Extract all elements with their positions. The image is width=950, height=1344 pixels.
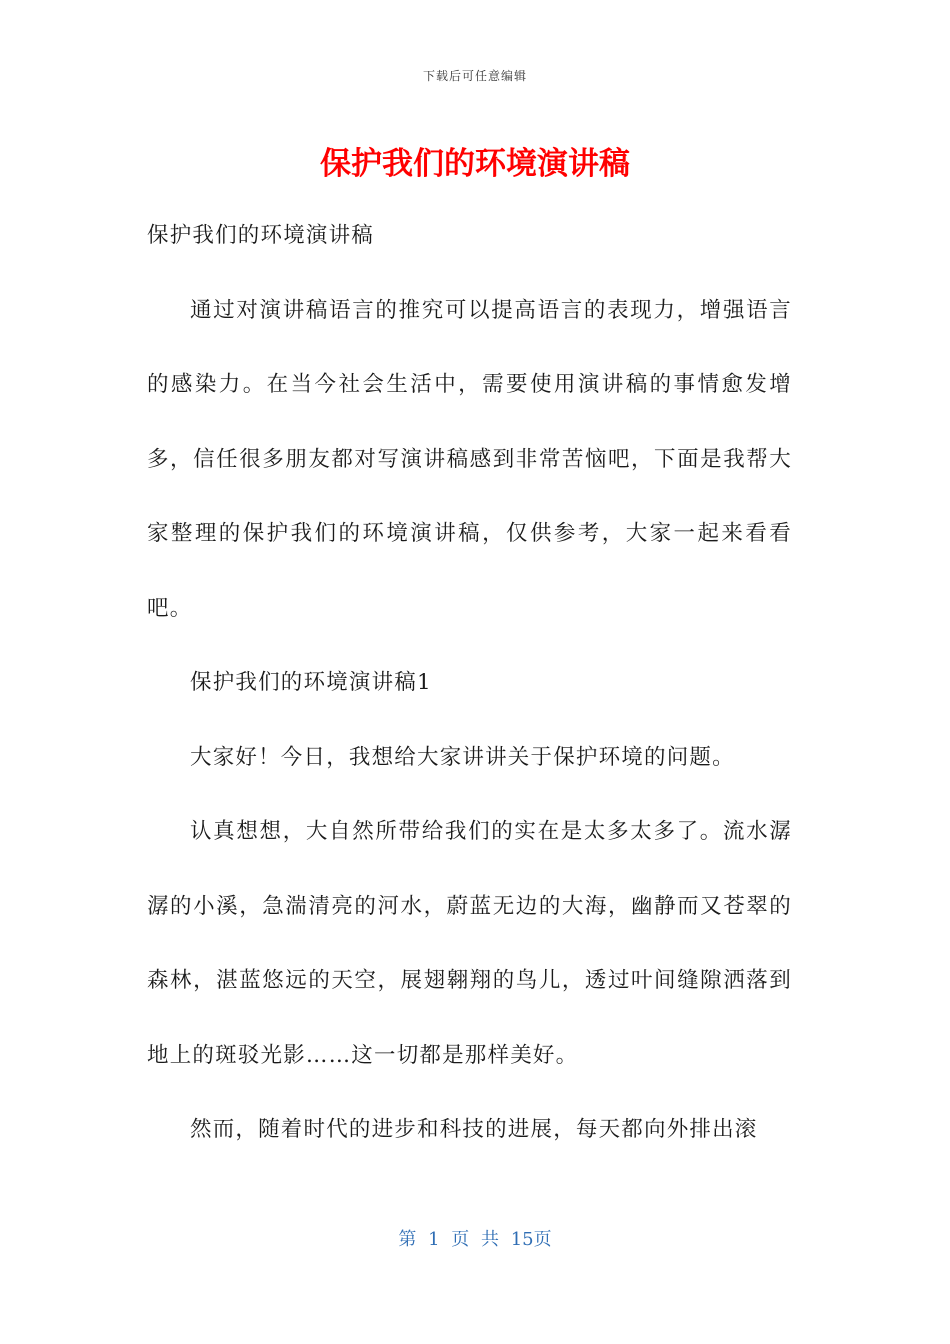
document-title: 保护我们的环境演讲稿 (320, 146, 630, 182)
header-note: 下载后可任意编辑 (422, 69, 527, 83)
body-paragraph: 认真想想，大自然所带给我们的实在是太多太多了。流水潺潺的小溪，急湍清亮的河水，蔚蓝无边的大海，幽静而又苍翠的森林，湛蓝悠远的天空，展翅翱翔的鸟儿，透过叶间缝隙洒落到地上的斑驳光影……这一切都是那样美好。 (147, 819, 792, 1068)
body-paragraph: 然而，随着时代的进步和科技的进展，每天都向外排出滚 (190, 1117, 758, 1142)
document-body (147, 199, 792, 1168)
body-paragraph: 大家好！今日，我想给大家讲讲关于保护环境的问题。 (190, 744, 735, 770)
section-heading: 保护我们的环境演讲稿1 (190, 670, 432, 695)
intro-paragraph: 通过对演讲稿语言的推究可以提高语言的表现力，增强语言的感染力。在当今社会生活中，需要使用演讲稿的事情愈发增多，信任很多朋友都对写演讲稿感到非常苦恼吧，下面是我帮大家整理的保护我们的环境演讲稿，仅供参考，大家一起来看看吧。 (147, 297, 792, 621)
page-footer: 第 1 页 共 15页 (398, 1229, 552, 1250)
subtitle-paragraph: 保护我们的环境演讲稿 (147, 223, 375, 248)
